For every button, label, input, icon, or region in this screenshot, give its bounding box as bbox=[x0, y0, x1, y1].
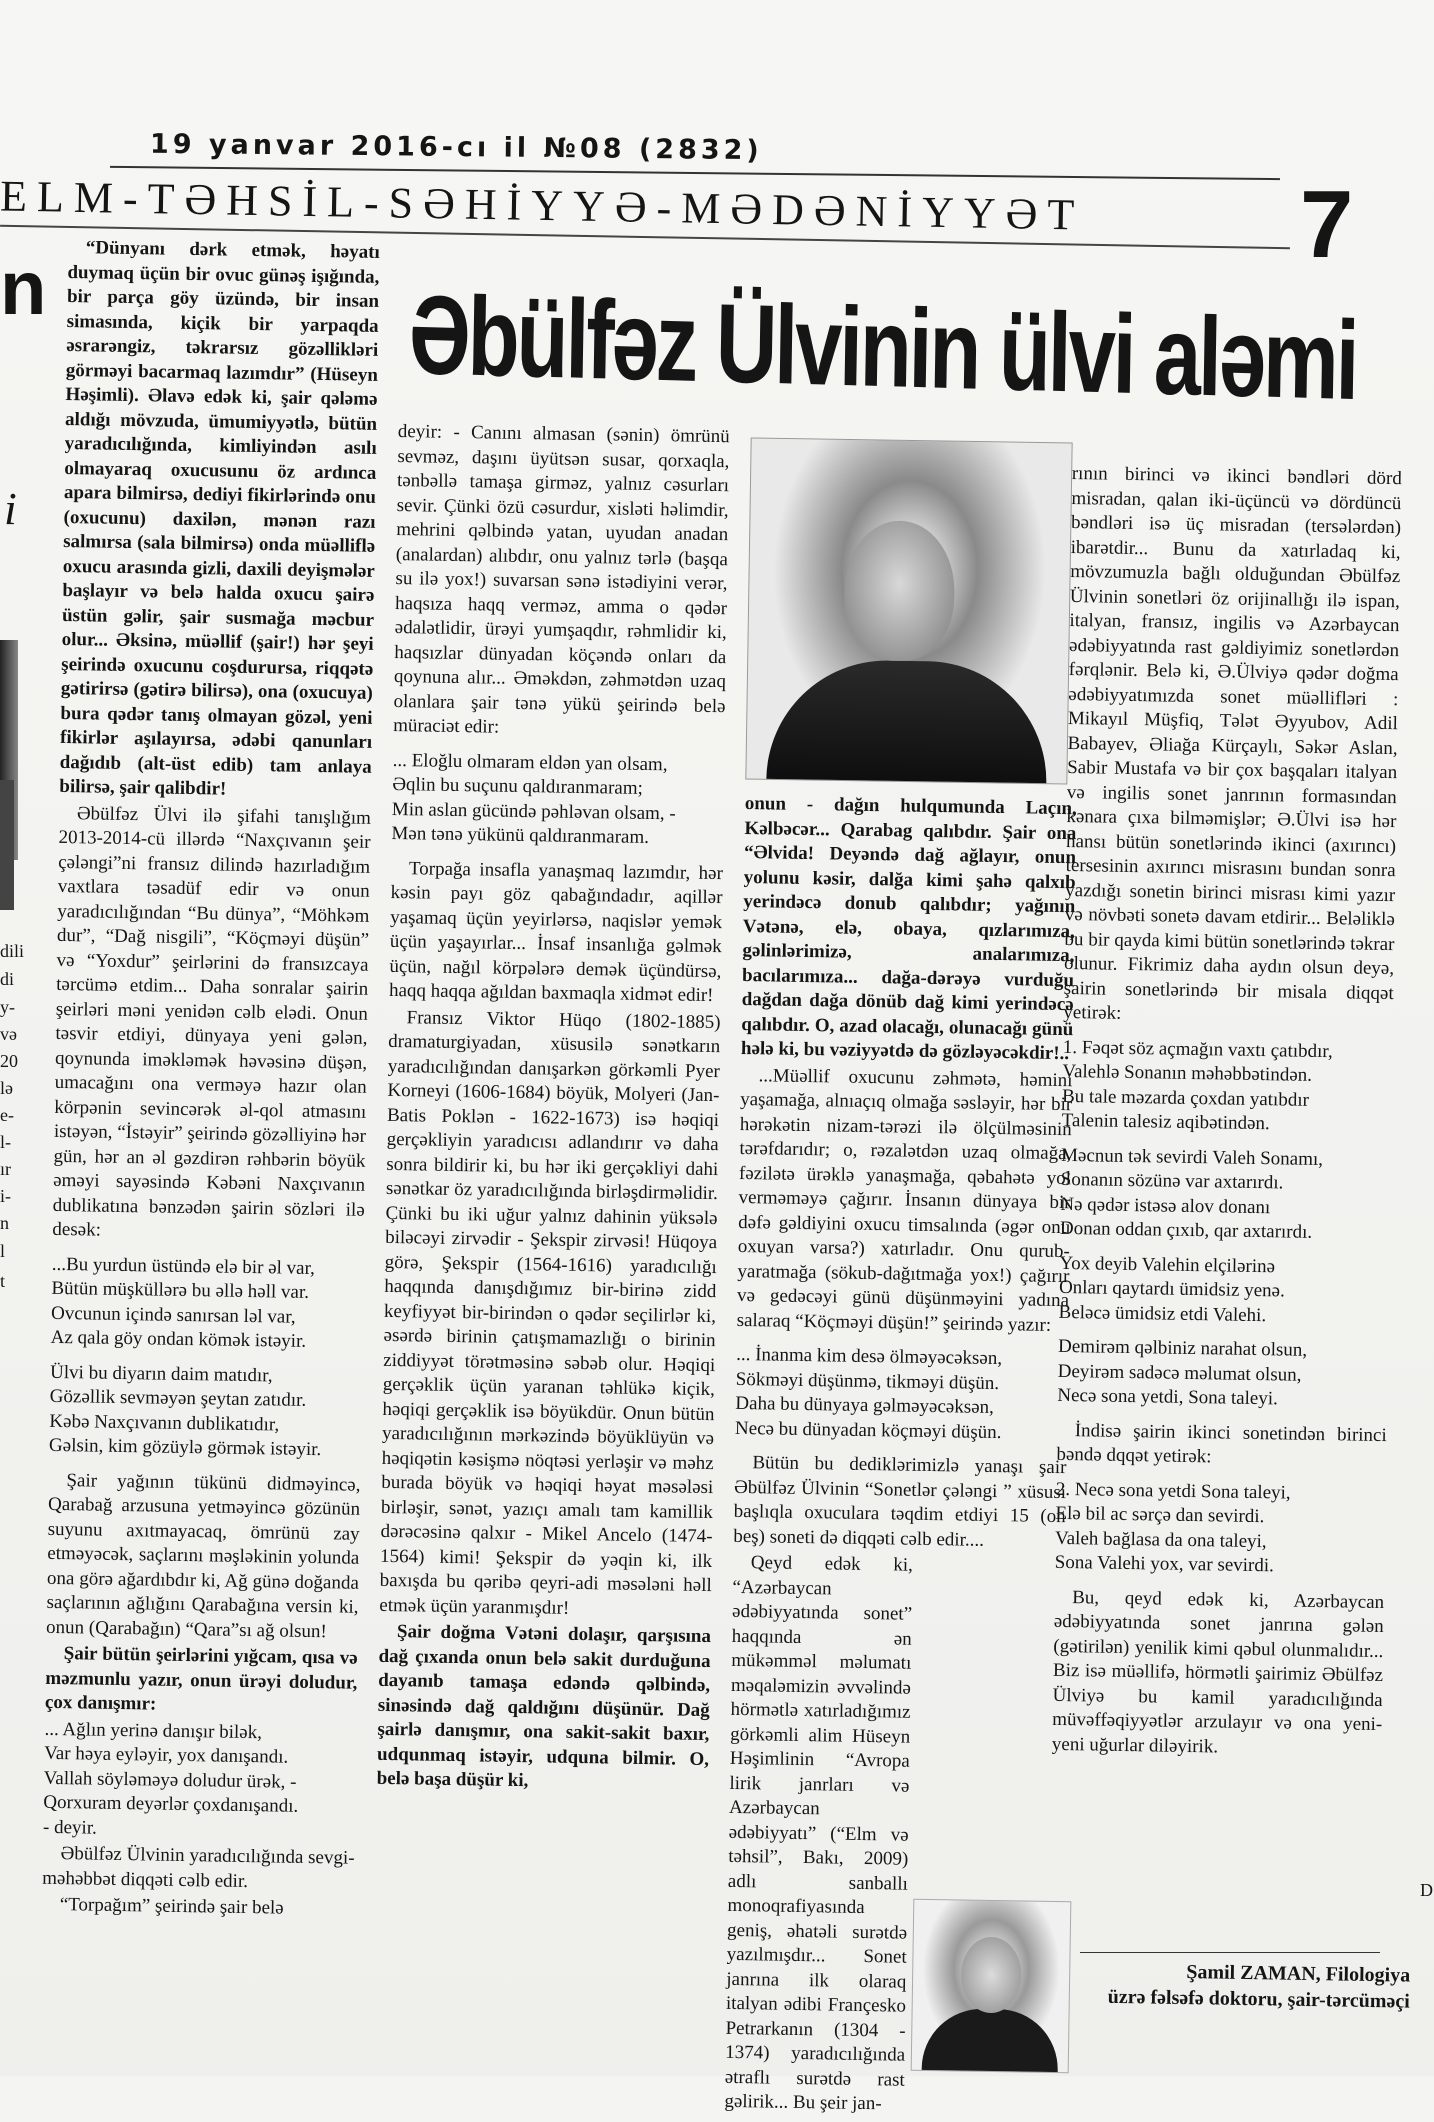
photo-face bbox=[961, 1937, 1022, 2014]
col3-caption: onun - dağın hulqumunda Laçın, Kəlbəcər... Qarabag qalıbdır. Şair ona “Əlvida! Deyəndə dağ ağlayır, onun yolunu kəsir, dalğa kimi şahə qalxıb yerindəcə donub qalıbdır; yağının Vətənə, elə, obaya, qızlarımıza, gəlinlərimizə, analarımıza, bacılarımıza... dağa-dərəyə vurduğu dağdan dağa dönüb dağ kimi yerindəcə qalıbdır. O, azad olacağı, olunacağı günü hələ ki, bu vəziyyətdə də gözləyəcəkdir!.. bbox=[740, 792, 1077, 1065]
verse-line: Elə bil ac sərçə dan sevirdi. bbox=[1055, 1502, 1265, 1528]
col1-para: Şair yağının tükünü didməyincə, Qarabağ arzusuna yetməyincə gözünün suyunu axıtmayacaq, ömrünü zay etməyəcək, saçlarını məşləkinin yolunda ona görə ağardıbdır ki, Ağ günə doğanda saçlarının ağlığını Qarabağına versin ki, onun (Qarabağın) “Qara”sı ağ olsun! bbox=[45, 1469, 361, 1642]
edge-frag: e- bbox=[0, 1105, 14, 1125]
verse-line: Gəlsin, kim gözüylə görmək istəyir. bbox=[48, 1434, 322, 1461]
verse-line: Sökməyi düşünmə, tikməyi düşün. bbox=[735, 1368, 1000, 1394]
col4-verse-1 bbox=[1061, 1035, 1392, 1138]
poet-photo bbox=[745, 437, 1072, 784]
author-title: üzrə fəlsəfə doktoru, şair-tərcüməçi bbox=[1107, 1985, 1410, 2013]
dateline: 19 yanvar 2016-cı il №08 (2832) bbox=[149, 128, 763, 167]
verse-line: Demirəm qəlbiniz narahat olsun, bbox=[1057, 1335, 1308, 1361]
verse-line: Valeh bağlasa da ona taleyi, bbox=[1054, 1527, 1267, 1552]
headline: Əbülfəz Ülvinin ülvi aləmi bbox=[407, 271, 1358, 424]
author-signature bbox=[1080, 1957, 1411, 2014]
col3-para: Qeyd edək ki, “Azərbaycan ədəbiyyatında sonet” haqqında ən mükəmməl məlumatı məqaləmizin əvvəlində hörmətlə xatırladığımız görkəmli alim Hüseyn Həşimlinin “Avropa lirik janrları və Azərbaycan ədəbiyyatı” (“Elm və təhsil”, Bakı, 2009) adlı sanballı monoqrafiyasında geniş, əhatəli surətdə yazılmışdır... Sonet janrına ilk olaraq italyan ədibi Françesko Petrarkanın (1304 - 1374) yaradıcılığında ətraflı surətdə rast gəlirik... Bu şeir jan- bbox=[724, 1552, 914, 2115]
stray-mark: D bbox=[1420, 1880, 1433, 1900]
verse-line: Beləcə ümidsiz etdi Valehi. bbox=[1058, 1301, 1267, 1326]
verse-line: Əqlin bu suçunu qaldıranmaram; bbox=[392, 773, 644, 799]
photo-suit bbox=[922, 2008, 1059, 2073]
verse-line: Onları qaytardı ümidsiz yenə. bbox=[1058, 1276, 1285, 1302]
col2-para: Şair doğma Vətəni dolaşır, qarşısına dağ çıxanda onun belə sakit durduğuna dayanıb tamaşa edəndə qəlbində, sinəsində dağ qaldığını düşünür. Dağ şairlə danışmır, ona sakit-sakit baxır, udqunmaq istəyir, udquna bilmir. O, belə başa düşür ki, bbox=[376, 1621, 712, 1792]
verse-line: Mən tənə yükünü qaldıranmaram. bbox=[391, 822, 650, 848]
verse-line: Sonanın sözünə var axtarırdı. bbox=[1060, 1168, 1284, 1194]
left-edge-italic: i bbox=[4, 483, 17, 534]
edge-frag: və bbox=[0, 1024, 17, 1044]
col1-para: “Torpağım” şeirində şair belə bbox=[59, 1894, 284, 1919]
verse-line: Ülvi bu diyarın daim matıdır, bbox=[49, 1361, 273, 1386]
verse-line: Necə bu dünyadan köçməyi düşün. bbox=[734, 1417, 1002, 1443]
section-header: ELM-TƏHSİL-SƏHİYYƏ-MƏDƏNİYYƏT bbox=[0, 171, 1085, 240]
edge-frag: di bbox=[0, 969, 15, 989]
verse-line: ...Bu yurdun üstündə elə bir əl var, bbox=[51, 1253, 316, 1279]
edge-frag: i- bbox=[0, 1186, 11, 1206]
col1-para: Şair bütün şeirlərini yığcam, qısa və məzmunlu yazır, onun ürəyi doludur, çox danışmır: bbox=[44, 1643, 358, 1715]
verse-line: Valehlə Sonanın məhəbbətindən. bbox=[1062, 1060, 1313, 1086]
verse-line: - deyir. bbox=[42, 1816, 97, 1839]
photo-face bbox=[843, 520, 955, 662]
verse-line: Yox deyib Valehin elçilərinə bbox=[1059, 1252, 1276, 1277]
page-number: 7 bbox=[1300, 171, 1354, 278]
column-4 bbox=[1052, 462, 1402, 1764]
verse-line: Kəbə Naxçıvanın dublikatıdır, bbox=[49, 1410, 280, 1435]
verse-line: 1. Fəqət söz açmağın vaxtı çatıbdır, bbox=[1062, 1036, 1333, 1062]
verse-line: Məcnun tək sevirdi Valeh Sonamı, bbox=[1060, 1144, 1324, 1170]
col3-para: Bütün bu dediklərimizlə yanaşı şair Əbülfəz Ülvinin “Sonetlər çələngi ” xüsusi başlıqla oxuculara təqdim etdiyi 15 (on beş) soneti də diqqəti cəlb edir.... bbox=[733, 1452, 1067, 1551]
edge-frag: l bbox=[0, 1241, 6, 1261]
verse-line: Necə sona yetdi, Sona taleyi. bbox=[1057, 1384, 1279, 1410]
verse-line: Min aslan gücündə pəhləvan olsam, - bbox=[391, 798, 676, 824]
column-2 bbox=[376, 420, 730, 1799]
verse-line: Donan oddan çıxıb, qar axtarırdı. bbox=[1059, 1217, 1313, 1243]
verse-line: Gözəllik sevməyən şeytan zatıdır. bbox=[49, 1385, 307, 1411]
edge-frag: ır bbox=[0, 1159, 11, 1179]
verse-line: Ovcunun içində sanırsan ləl var, bbox=[50, 1302, 296, 1328]
verse-line: Talenin talesiz aqibətindən. bbox=[1061, 1109, 1270, 1135]
left-edge-fragments bbox=[0, 236, 28, 2036]
edge-frag: n bbox=[0, 1213, 9, 1233]
verse-line: ... Ağlın yerinə danışır bilək, bbox=[44, 1718, 263, 1743]
col4-verse-4 bbox=[1057, 1335, 1388, 1414]
col4-para: Bu, qeyd edək ki, Azərbaycan ədəbiyyatında sonet janrına gələn (gətirilən) yenilik kimi qəbul olunmalıdır... Biz isə müəllifə, hörmətli şairimiz Əbülfəz Ülviyə bu kamil yaradıcılığında müvəffəqiyyətlər arzulayır və ona yeni-yeni uğurlar diləyirik. bbox=[1051, 1586, 1385, 1757]
edge-frag: dili bbox=[0, 941, 25, 961]
col3-para: ...Müəllif oxucunu zəhmətə, həmini yaşamağa, alnıaçıq olmağa səsləyir, hər bir hərəkətin nizam-tərəzi ilə ölçülməsinin tərəfdarıdır; o, rəzalətdən uzaq olmağa, fəzilətə ürəklə yanaşmağa, qəbahətə yol verməməyə çağırır. İnsanın dünyaya bir dəfə gəldiyini oxucu timsalında (əgər onu oxuyan varsa?) xatırladır. Onu qurub-yaratmağa (sökub-dağıtmağa yox!) çağırır və gedəcəyi günü düşünməyini yadına salaraq “Köçməyi düşün!” şeirində yazır: bbox=[736, 1064, 1073, 1336]
photo-suit bbox=[766, 659, 1048, 785]
col4-verse-2 bbox=[1060, 1143, 1391, 1246]
edge-frag: 20 bbox=[0, 1051, 18, 1071]
col1-verse-3 bbox=[43, 1717, 357, 1844]
col1-verse-2 bbox=[49, 1360, 363, 1463]
verse-line: Bütün müşküllərə bu əllə həll var. bbox=[51, 1277, 310, 1303]
verse-line: Az qala göy ondan kömək istəyir. bbox=[50, 1326, 307, 1352]
verse-line: Qorxuram deyərlər çoxdanışandı. bbox=[43, 1791, 299, 1817]
verse-line: ... İnanma kim desə ölməyəcəksən, bbox=[735, 1343, 1003, 1370]
left-edge-letter: n bbox=[0, 246, 47, 331]
edge-frag: lə bbox=[0, 1078, 13, 1098]
verse-line: Daha bu dünyaya gəlməyəcəksən, bbox=[735, 1392, 995, 1418]
col1-para: Əbülfəz Ülvi ilə şifahi tanışlığım 2013-2014-cü illərdə “Naxçıvanın şeir çələngi”ni fransız dilində hazırladığım vaxtlara təsadüf edir və onun yaradıcılığından “Bu dünya”, “Möhkəm dur”, “Dağ nisgili”, “Köçməyi düşün” və “Yoxdur” şeirlərini də fransızcaya tərcümə etdim... Daha sonralar şairin şeirləri məni yenidən cəlb elədi. Onun təsvir etdiyi, dünyaya yeni gələn, qoynunda iməkləmək həvəsinə düşən, umacağını ona verməyə hazır olan körpənin sevincərək əl-qol atmasını istəyən, “İstəyir” şeirində gözəlliyinə hər gün, hər an əl gəzdirən rəhbərin böyük əməyi sayəsində Kəbəni Naxçıvanın dublikatına bənzədən şairin sözləri ilə desək: bbox=[52, 802, 372, 1241]
author-photo bbox=[911, 1899, 1072, 2073]
verse-line: 2. Necə sona yetdi Sona taleyi, bbox=[1055, 1478, 1291, 1504]
verse-line: Vallah söyləməyə doludur ürək, - bbox=[43, 1767, 297, 1793]
col2-para: Torpağa insafla yanaşmaq lazımdır, hər kəsin payı göz qabağındadır, aqillər yaşamaq üçün yeyirlərsə, naqislər yemək üçün yaşayırlar... İnsaf insanlığa gəlmək üçün, nağıl körpələrə demək üçündürsə, haqq haqqa ağıldan baxmaqla xidmət edir! bbox=[388, 857, 724, 1007]
verse-line: Nə qədər istəsə alov donanı bbox=[1060, 1193, 1271, 1218]
col2-verse-1 bbox=[391, 748, 724, 851]
col2-para: deyir: - Canını almasan (sənin) ömrünü sevməz, daşını üyütsən susar, qorxaqla, tənbəllə tamaşa girməz, yalnız cəsurları sevir. Çünki özü cəsurdur, xisləti həlimdir, mehrini qəlbində yatan, uyudan anadan (analardan) alıbdır, onu yalnız tərlə (başqa su ilə yox!) suvarsan sənə istədiyini verər, haqsıza haqq verməz, amma o qədər ədalətlidir, ürəyi yumşaqdır, rəhmlidir ki, haqsızlar dünyadan köçəndə onları da qoynuna alır... Əməkdən, zəhmətdən uzaq olanlara şair tənə yükü şeirində belə müraciət edir: bbox=[393, 420, 730, 738]
author-name: Şamil ZAMAN, Filologiya bbox=[1186, 1961, 1411, 1987]
col4-para: İndisə şairin ikinci sonetindən birinci bəndə dqqət yetirək: bbox=[1056, 1419, 1387, 1468]
edge-frag: l- bbox=[0, 1132, 11, 1152]
col1-para: Əbülfəz Ülvinin yaradıcılığında sevgi-məhəbbət diqqəti cəlb edir. bbox=[42, 1843, 355, 1892]
verse-line: Var həya eyləyir, yox danışandı. bbox=[43, 1742, 289, 1768]
verse-line: Sona Valehi yox, var sevirdi. bbox=[1054, 1551, 1275, 1577]
col1-verse-1 bbox=[50, 1252, 364, 1355]
column-1 bbox=[42, 236, 380, 1924]
col2-para: Fransız Viktor Hüqo (1802-1885) dramaturgiyadan, xüsusilə sənətkarın yaradıcılığından danışarkən görkəmli Pyer Korneyi (1606-1684) böyük, Molyeri (Jan-Batis Poklən - 1622-1673) isə həqiqi gerçəkliyin yaradıcısı adlandırır və daha sonra bildirir ki, bu hər iki gerçəkliyi dahi sənətkar öz yaradıcılığında birləşdirməlidir. Çünki bu iki uğur yalnız dahinin yüksələ biləcəyi zirvədir - Şekspir zirvəsi! Hüqoya görə, Şekspir (1564-1616) yaradıcılığı haqqında danışdığımız bir-birinə zidd keyfiyyət bir-birindən o qədər seçilirlər ki, əsərdə birinin çatışmamazlığı o birinin ziddiyyət törətməsinə səbəb olur. Həqiqi gerçəklik üçün yaranan təhlükə kiçik, həqiqi gerçəklik isə böyükdür. Onun bütün yaradıcılığının mərkəzində böyüklüyün və həqiqətin kəsişmə nöqtəsi yerləşir və məhz burada böyük və həqiqi həyat məsələsi birləşir, sənət, yazıçı amalı tam kamillik dərəcəsinə qalxır - Mikel Ancelo (1474-1564) kimi! Şekspir də yəqin ki, ilk baxışda bu qəribə qeyri-adi məsələni həll etmək üçün yaranmışdır! bbox=[379, 1006, 721, 1619]
verse-line: ... Eloğlu olmaram eldən yan olsam, bbox=[392, 749, 668, 775]
verse-line: Bu tale məzarda çoxdan yatıbdır bbox=[1061, 1085, 1310, 1111]
edge-frag: y- bbox=[0, 997, 15, 1017]
col4-verse-3 bbox=[1058, 1251, 1389, 1330]
col4-verse-5 bbox=[1055, 1477, 1386, 1580]
col1-para: “Dünyanı dərk etmək, həyatı duymaq üçün bir ovuc günəş işığında, bir parça göy üzündə, bir insan simasında, kiçik bir yarpaqda əsrarəngiz, təkrarsız gözəllikləri görməyi bacarmaq lazımdır” (Hüseyn Həşimli). Əlavə edək ki, şair qələmə aldığı mövzuda, ümumiyyətlə, bütün yaradıcılığında, kimliyindən asılı olmayaraq oxucusunu öz ardınca apara bilmirsə, dediyi fikirlərində onu (oxucunu) daxilən, mənən razı salmırsa (sala bilmirsə) onda müəlliflə oxucu arasında gizli, daxili deyişmələr başlayır və belə halda oxucu şairə üstün gəlir, şair susmağa məcbur olur... Əksinə, müəllif (şair!) hər şeyi şeirində oxucunu coşdurursa, riqqətə gətirirsə (gətirə bilirsə), ona (oxucuya) bura qədər tanış olmayan gözəl, yeni fikirlər aşılayırsa, ədəbi qanunları dağıdıb (alt-üst edib) tam anlaya bilirsə, şair qalibdir! bbox=[59, 237, 380, 800]
col3-verse-1 bbox=[735, 1343, 1068, 1446]
edge-frag: t bbox=[0, 1271, 6, 1291]
signature-rule bbox=[1080, 1952, 1380, 1953]
col4-para: rının birinci və ikinci bəndləri dörd misradan, qalan iki-üçüncü və dördüncü bəndləri isə üç misradan (tersələrdən) ibarətdir... Bunu da xatırladaq ki, mövzumuzla bağlı olduğundan Əbülfəz Ülvinin sonetləri öz orijinallığı ilə ispan, italyan, fransız, ingilis və Azərbaycan ədəbiyyatında rast gəldiyimiz sonetlərdən fərqlənir. Belə ki, Ə.Ülviyə qədər doğma ədəbiyyatımızda sonet müəllifləri : Mikayıl Müşfiq, Tələt Əyyubov, Adil Babayev, Əliağa Kürçaylı, Səkər Aslan, Sabir Mustafa və bir çox başqaları italyan və ingilis sonet janrının formasından kənara çıxa bilməmişlər; Ə.Ülvi isə hər hansı bütün sonetlərində ikinci (axırıncı) tersesinin axırıncı misrasını bundan sonra yazdığı sonetin birinci misrası kimi yazır və növbəti sonetə davam etdirir... Beləliklə bu bir qayda kimi bütün sonetlərində təkrar olunur. Fikrimiz daha aydın olsun deyə, şairin sonetlərində bir misala diqqət yetirək: bbox=[1063, 462, 1402, 1024]
verse-line: Deyirəm sadəcə məlumat olsun, bbox=[1057, 1360, 1302, 1386]
